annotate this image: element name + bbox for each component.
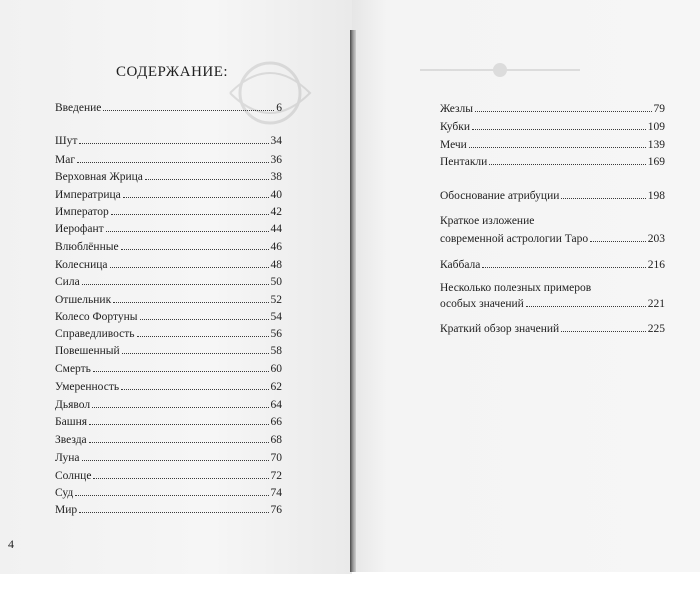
toc-entry-title: Иерофант	[55, 223, 104, 235]
toc-entry[interactable]	[55, 170, 282, 186]
leader-dots	[121, 380, 268, 390]
toc-entry-page: 221	[647, 298, 665, 310]
toc-entry-title: Пентакли	[440, 156, 488, 168]
toc-entry-title: Кубки	[440, 121, 470, 133]
toc-entry-page: 109	[647, 121, 665, 133]
leader-dots	[93, 469, 268, 479]
toc-entry-page: 74	[270, 487, 282, 499]
leader-dots	[489, 155, 645, 165]
toc-entry[interactable]	[55, 101, 282, 117]
toc-entry[interactable]	[55, 310, 282, 326]
toc-entry[interactable]	[440, 189, 665, 205]
toc-entry-page: 198	[647, 190, 665, 202]
leader-dots	[111, 205, 269, 215]
toc-entry[interactable]	[55, 222, 282, 238]
toc-entry[interactable]	[55, 415, 282, 431]
toc-entry-page: 44	[270, 223, 282, 235]
toc-entry[interactable]	[55, 188, 282, 204]
toc-entry[interactable]	[55, 469, 282, 485]
toc-entry-title: Справедливость	[55, 328, 135, 340]
toc-entry-title: Башня	[55, 416, 88, 428]
toc-entry[interactable]	[55, 486, 282, 502]
toc-entry-title: Дьявол	[55, 399, 91, 411]
contents-heading: СОДЕРЖАНИЕ:	[116, 64, 229, 80]
leader-dots	[89, 433, 269, 443]
toc-entry[interactable]	[440, 232, 665, 248]
toc-entry-title: Краткий обзор значений	[440, 323, 560, 335]
toc-entry-title: Колесо Фортуны	[55, 311, 138, 323]
show-through-ornament-right	[420, 60, 580, 80]
toc-entry-page: 6	[276, 102, 282, 114]
scan-margin-left	[0, 574, 352, 600]
leader-dots	[121, 240, 269, 250]
toc-entry-title: Императрица	[55, 189, 121, 201]
leader-dots	[475, 102, 652, 112]
leader-dots	[79, 134, 268, 144]
leader-dots	[140, 310, 269, 320]
leader-dots	[93, 362, 269, 372]
toc-entry-title: Суд	[55, 487, 74, 499]
toc-entry-page: 42	[270, 206, 282, 218]
toc-entry-page: 40	[270, 189, 282, 201]
toc-entry[interactable]	[440, 102, 665, 118]
toc-entry[interactable]	[55, 258, 282, 274]
toc-entry[interactable]	[55, 398, 282, 414]
toc-entry-page: 225	[647, 323, 665, 335]
toc-entry-page: 34	[270, 135, 282, 147]
leader-dots	[92, 398, 268, 408]
leader-dots	[145, 170, 269, 180]
toc-entry[interactable]	[440, 258, 665, 274]
toc-entry[interactable]	[55, 451, 282, 467]
toc-entry[interactable]	[55, 134, 282, 150]
leader-dots	[590, 232, 646, 242]
toc-entry-title: Луна	[55, 452, 80, 464]
leader-dots	[561, 189, 645, 199]
toc-entry-page: 72	[270, 470, 282, 482]
toc-entry-title: Мечи	[440, 139, 467, 151]
leader-dots	[526, 297, 646, 307]
scan-margin-right	[352, 572, 700, 600]
toc-entry-page: 64	[270, 399, 282, 411]
toc-entry-title-line1: Несколько полезных примеров	[440, 282, 592, 294]
toc-entry[interactable]	[55, 293, 282, 309]
toc-entry-title: современной астрологии Таро	[440, 233, 589, 245]
toc-entry-page: 56	[270, 328, 282, 340]
leader-dots	[469, 138, 646, 148]
toc-entry-page: 66	[270, 416, 282, 428]
toc-entry-title-line1: Краткое изложение	[440, 215, 535, 227]
page-number: 4	[8, 537, 14, 551]
toc-entry-title: Император	[55, 206, 109, 218]
toc-entry-page: 52	[270, 294, 282, 306]
toc-entry[interactable]	[55, 153, 282, 169]
toc-entry-page: 38	[270, 171, 282, 183]
toc-entry-page: 76	[270, 504, 282, 516]
toc-entry-page: 48	[270, 259, 282, 271]
toc-entry-page: 58	[270, 345, 282, 357]
leader-dots	[561, 322, 646, 332]
toc-entry-title: Смерть	[55, 363, 91, 375]
toc-entry-title: Верховная Жрица	[55, 171, 143, 183]
toc-entry-title: Колесница	[55, 259, 108, 271]
toc-entry-title: Повешенный	[55, 345, 120, 357]
toc-entry-title: Обоснование атрибуции	[440, 190, 560, 202]
toc-entry-page: 60	[270, 363, 282, 375]
leader-dots	[472, 120, 646, 130]
toc-entry-page: 70	[270, 452, 282, 464]
toc-entry-title: Отшельник	[55, 294, 112, 306]
toc-entry-title: Сила	[55, 276, 80, 288]
leader-dots	[123, 188, 269, 198]
toc-entry-page: 36	[270, 154, 282, 166]
toc-entry-title: Мир	[55, 504, 78, 516]
toc-entry-title: Маг	[55, 154, 76, 166]
toc-entry-page: 169	[647, 156, 665, 168]
toc-entry[interactable]	[440, 322, 665, 338]
toc-entry-title: Каббала	[440, 259, 481, 271]
toc-entry[interactable]	[55, 362, 282, 378]
toc-entry-title: Введение	[55, 102, 102, 114]
toc-entry-title: Шут	[55, 135, 78, 147]
toc-entry[interactable]	[55, 275, 282, 291]
leader-dots	[82, 275, 269, 285]
toc-entry[interactable]	[55, 240, 282, 256]
toc-entry-page: 203	[647, 233, 665, 245]
toc-entry[interactable]	[440, 120, 665, 136]
toc-entry-title: Солнце	[55, 470, 92, 482]
toc-entry-title: Умеренность	[55, 381, 120, 393]
toc-entry-title: Жезлы	[440, 103, 473, 115]
toc-entry-page: 54	[270, 311, 282, 323]
toc-entry[interactable]	[440, 155, 665, 171]
toc-entry[interactable]	[440, 138, 665, 154]
leader-dots	[113, 293, 268, 303]
toc-entry-page: 46	[270, 241, 282, 253]
toc-entry[interactable]	[440, 297, 665, 313]
leader-dots	[122, 344, 269, 354]
toc-entry[interactable]	[55, 503, 282, 519]
toc-entry-page: 216	[647, 259, 665, 271]
leader-dots	[75, 486, 268, 496]
toc-entry-page: 62	[270, 381, 282, 393]
toc-entry[interactable]	[55, 327, 282, 343]
leader-dots	[103, 101, 274, 111]
toc-entry-page: 139	[647, 139, 665, 151]
toc-entry-page: 50	[270, 276, 282, 288]
leader-dots	[106, 222, 269, 232]
book-spine	[350, 30, 356, 572]
toc-entry-title: Звезда	[55, 434, 87, 446]
toc-entry[interactable]	[55, 344, 282, 360]
toc-entry-page: 79	[653, 103, 665, 115]
leader-dots	[110, 258, 269, 268]
toc-entry-title: Влюблённые	[55, 241, 119, 253]
leader-dots	[77, 153, 268, 163]
toc-entry[interactable]	[55, 380, 282, 396]
toc-entry[interactable]	[55, 205, 282, 221]
leader-dots	[82, 451, 269, 461]
toc-entry-title: особых значений	[440, 298, 524, 310]
leader-dots	[482, 258, 645, 268]
toc-entry[interactable]	[55, 433, 282, 449]
toc-entry-page: 68	[270, 434, 282, 446]
leader-dots	[89, 415, 268, 425]
show-through-ornament-left	[210, 48, 330, 138]
leader-dots	[137, 327, 269, 337]
leader-dots	[79, 503, 268, 513]
